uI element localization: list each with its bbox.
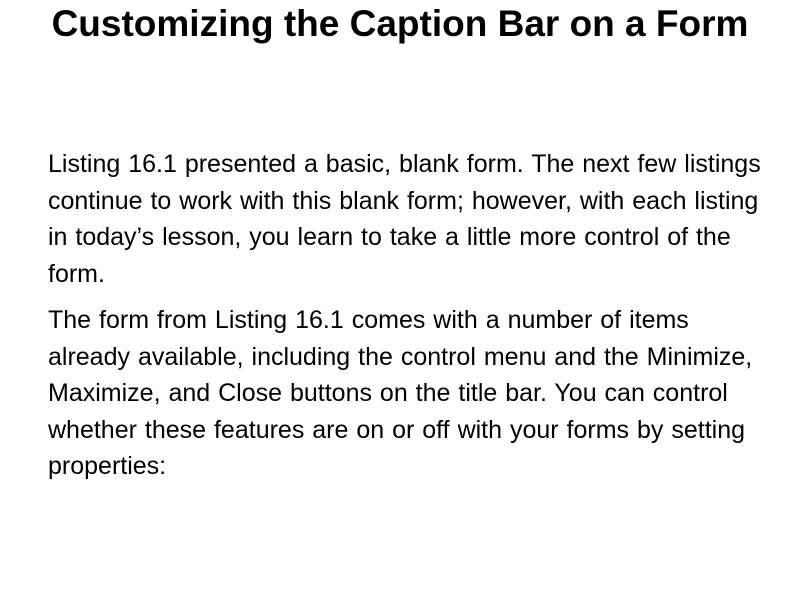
body-paragraph-1: Listing 16.1 presented a basic, blank form. The next few listings continue to work with this blank form; however, with each listing in today’s lesson, you learn to take a little more control of the form. — [48, 150, 761, 288]
slide-body — [48, 146, 768, 495]
body-paragraph-2: The form from Listing 16.1 comes with a number of items already available, including the control menu and the Minimize, Maximize, and Close buttons on the title bar. You can control whether these features are on or off with your forms by setting properties: — [48, 306, 753, 480]
slide-title: Customizing the Caption Bar on a Form — [51, 3, 749, 44]
